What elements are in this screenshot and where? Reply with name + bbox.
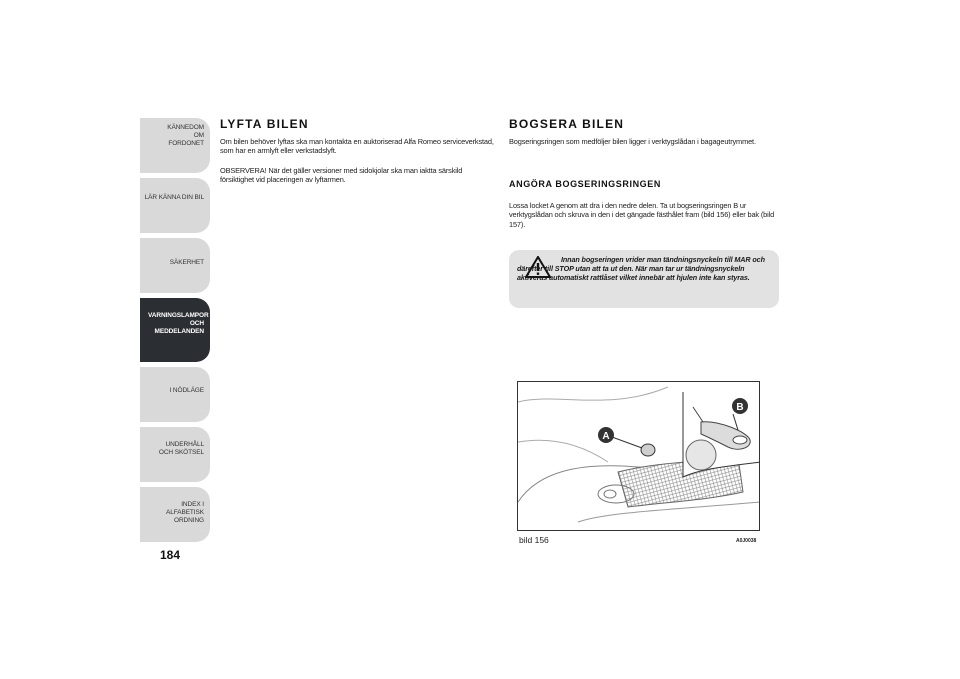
tab-underhall-och-skotsel[interactable]: [140, 427, 210, 482]
subheading-angora-bogseringsringen: ANGÖRA BOGSERINGSRINGEN: [509, 179, 661, 189]
figure-tow-ring: [517, 381, 760, 531]
figure-caption: bild 156: [519, 535, 549, 545]
figure-code: A0J0038: [736, 538, 757, 544]
tab-label: KÄNNEDOM OM FORDONET: [167, 124, 204, 147]
tab-label: LÄR KÄNNA DIN BIL: [144, 194, 204, 201]
paragraph-lift-note: OBSERVERA! När det gäller versioner med sidokjolar ska man iaktta särskild försiktighet vid placeringen av lyftarmen.: [220, 166, 463, 185]
tab-label: VARNINGSLAMPOR OCH MEDDELANDEN: [148, 312, 209, 335]
tab-lar-kanna-din-bil[interactable]: [140, 178, 210, 233]
tab-label: INDEX I ALFABETISK ORDNING: [165, 501, 204, 524]
heading-bogsera-bilen: BOGSERA BILEN: [509, 117, 625, 131]
car-front-illustration: [518, 382, 760, 531]
tab-label: UNDERHÅLL OCH SKÖTSEL: [158, 441, 204, 456]
tab-sakerhet[interactable]: [140, 238, 210, 293]
tab-kannedom-om-fordonet[interactable]: [140, 118, 210, 173]
tab-i-nodlage[interactable]: [140, 367, 210, 422]
tab-varningslampor-och-meddelanden[interactable]: [140, 298, 210, 362]
paragraph-tow-ring-location: Bogseringsringen som medföljer bilen ligger i verktygslådan i bagageutrymmet.: [509, 137, 756, 146]
page-number: 184: [160, 548, 181, 562]
callout-a: A: [602, 431, 610, 442]
heading-lyfta-bilen: LYFTA BILEN: [220, 117, 309, 131]
warning-box: [509, 250, 779, 308]
callout-b: B: [736, 402, 744, 413]
paragraph-tow-ring-instructions: Lossa locket A genom att dra i den nedre delen. Ta ut bogseringsringen B ur verktygslådan och skruva in den i det gängade fästhålet fram (bild 156) eller bak (bild 157).: [509, 201, 775, 229]
warning-text: Innan bogseringen vrider man tändningsnyckeln till MAR och därefter till STOP utan att ta ut den. När man tar ur tändningsnyckeln aktiveras automatiskt rattlåset vilket innebär att hjulen inte kan styras.: [517, 255, 765, 283]
paragraph-lift-service: Om bilen behöver lyftas ska man kontakta en auktoriserad Alfa Romeo serviceverkstad, som har en armlyft eller verkstadslyft.: [220, 137, 494, 156]
tab-label: I NÖDLÄGE: [169, 387, 204, 394]
tab-label: SÄKERHET: [169, 259, 204, 266]
tab-index-i-alfabetisk-ordning[interactable]: [140, 487, 210, 542]
